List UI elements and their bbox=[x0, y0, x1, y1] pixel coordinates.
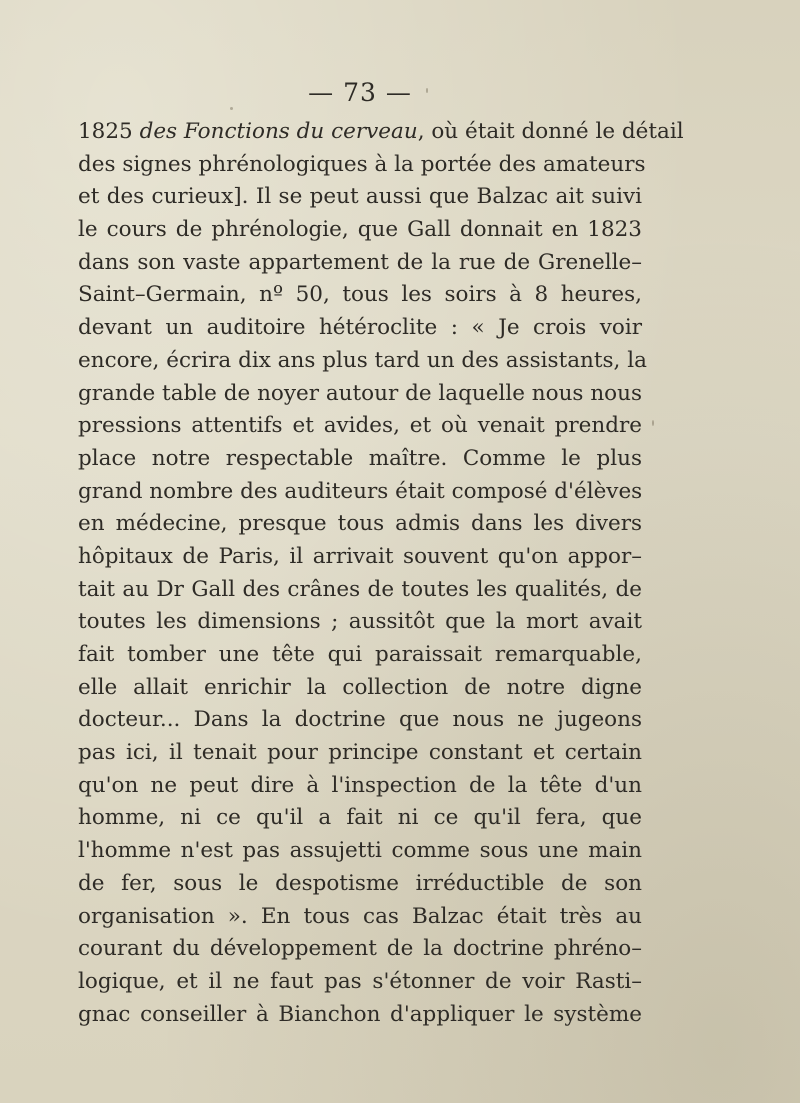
text-line: grande table de noyer autour de laquelle nous nous bbox=[78, 380, 642, 406]
text-line: logique, et il ne faut pas s'étonner de voir Rasti– bbox=[78, 968, 642, 994]
page-number: — 73 — bbox=[308, 78, 412, 107]
text-line: fait tomber une tête qui paraissait remarquable, bbox=[78, 642, 642, 667]
text-line: devant un auditoire hétéroclite : « Je crois voir bbox=[78, 315, 642, 341]
text-line: courant du développement de la doctrine phréno– bbox=[78, 936, 642, 962]
text-line: en médecine, presque tous admis dans les divers bbox=[78, 511, 642, 537]
text-line: Saint–Germain, nº 50, tous les soirs à 8 heures, bbox=[78, 282, 642, 308]
text-line: place notre respectable maître. Comme le plus bbox=[78, 445, 642, 471]
body-text bbox=[78, 116, 684, 1031]
text-line: hôpitaux de Paris, il arrivait souvent qu'on appor– bbox=[78, 543, 642, 569]
text-line: pressions attentifs et avides, et où venait prendre bbox=[78, 413, 642, 439]
text-line: homme, ni ce qu'il a fait ni ce qu'il fera, que bbox=[78, 805, 642, 831]
text-line-start: 1825 bbox=[78, 119, 140, 144]
text-line: l'homme n'est pas assujetti comme sous une main bbox=[78, 838, 642, 864]
text-line: qu'on ne peut dire à l'inspection de la tête d'un bbox=[78, 772, 642, 798]
text-line: gnac conseiller à Bianchon d'appliquer le système bbox=[78, 1001, 642, 1027]
paper-speck bbox=[230, 107, 233, 110]
text-line: encore, écrira dix ans plus tard un des assistants, la bbox=[78, 347, 647, 373]
paper-speck bbox=[652, 420, 654, 426]
text-line: organisation ». En tous cas Balzac était très au bbox=[78, 903, 642, 929]
text-line: toutes les dimensions ; aussitôt que la mort avait bbox=[78, 609, 642, 635]
text-line: pas ici, il tenait pour principe constant et certain bbox=[78, 740, 642, 766]
text-line-end: , où était donné le détail bbox=[417, 119, 684, 144]
text-line: grand nombre des auditeurs était composé d'élèves bbox=[78, 478, 643, 504]
text-line: des signes phrénologiques à la portée des amateurs bbox=[78, 151, 646, 177]
text-line: tait au Dr Gall des crânes de toutes les qualités, de bbox=[78, 576, 642, 602]
text-line: de fer, sous le despotisme irréductible de son bbox=[78, 870, 642, 896]
text-line: et des curieux]. Il se peut aussi que Balzac ait suivi bbox=[78, 184, 642, 210]
paper-speck bbox=[426, 88, 428, 93]
book-title-italic: des Fonctions du cerveau bbox=[139, 119, 418, 144]
text-line bbox=[78, 116, 684, 149]
text-line: elle allait enrichir la collection de notre digne bbox=[78, 674, 642, 700]
text-line: docteur... Dans la doctrine que nous ne jugeons bbox=[78, 707, 642, 733]
text-line: le cours de phrénologie, que Gall donnait en 1823 bbox=[78, 217, 642, 243]
text-line: dans son vaste appartement de la rue de Grenelle– bbox=[78, 249, 642, 275]
